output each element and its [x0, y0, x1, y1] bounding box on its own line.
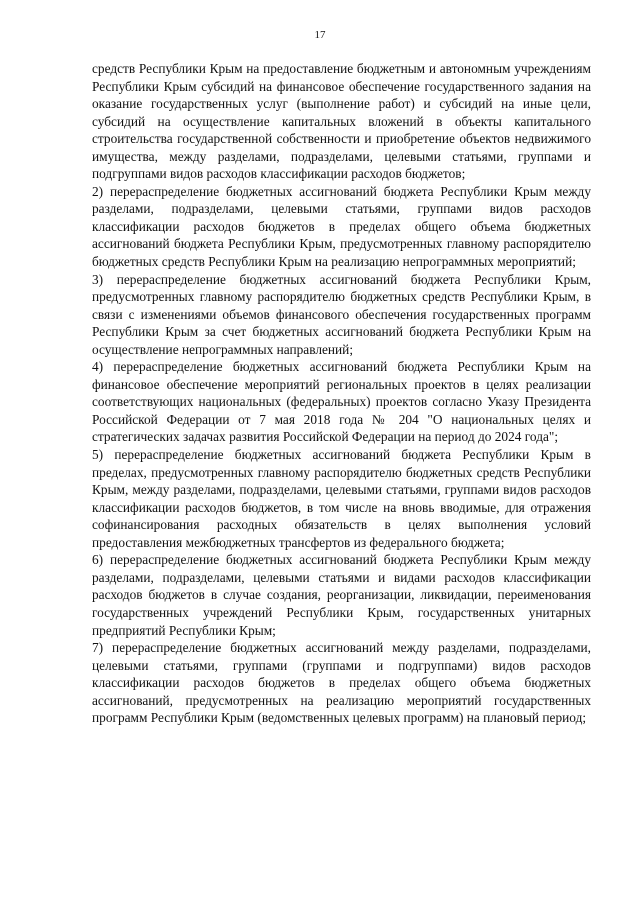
paragraph-item-3: 3) перераспределение бюджетных ассигнований бюджета Республики Крым, предусмотренных главному распорядителю бюджетных средств Республики Крым, в связи с изменениями объемов финансового обеспечения государственных программ Республики Крым за счет бюджетных ассигнований бюджета Республики Крым на осуществление непрограммных направлений; — [92, 271, 591, 357]
page-number: 17 — [314, 29, 326, 41]
paragraph-item-4: 4) перераспределение бюджетных ассигнований бюджета Республики Крым на финансовое обеспечение мероприятий региональных проектов в целях реализации соответствующих национальных (федеральных) проектов согласно Указу Президента Российской Федерации от 7 мая 2018 года № 204 "О национальных целях и стратегических задачах развития Российской Федерации на период до 2024 года"; — [92, 359, 591, 445]
paragraph-item-2: 2) перераспределение бюджетных ассигнований бюджета Республики Крым между разделами, подразделами, целевыми статьями, группами видов расходов классификации расходов бюджетов в пределах общего объема бюджетных ассигнований бюджета Республики Крым, предусмотренных главному распорядителю бюджетных средств Республики Крым на реализацию непрограммных мероприятий; — [92, 183, 591, 270]
document-body — [92, 60, 591, 727]
paragraph-item-6: 6) перераспределение бюджетных ассигнований бюджета Республики Крым между разделами, подразделами, целевыми статьями и видами расходов классификации расходов бюджетов в случае создания, реорганизации, ликвидации, переименования государственных учреждений Республики Крым, государственных унитарных предприятий Республики Крым; — [92, 552, 591, 638]
paragraph-item-7: 7) перераспределение бюджетных ассигнований между разделами, подразделами, целевыми статьями, группами (группами и подгруппами) видов расходов классификации расходов бюджетов в пределах общего объема бюджетных ассигнований, предусмотренных на реализацию мероприятий государственных программ Республики Крым (ведомственных целевых программ) на плановый период; — [92, 640, 591, 726]
paragraph-continuation: средств Республики Крым на предоставление бюджетным и автономным учреждениям Республики Крым субсидий на финансовое обеспечение государственного задания на оказание государственных услуг (выполнение работ) и субсидий на иные цели, субсидий на осуществление капитальных вложений в объекты капитального строительства государственной собственности и приобретение объектов недвижимого имущества, между разделами, подразделами, целевыми статьями, группами и подгруппами видов расходов классификации расходов бюджетов; — [92, 61, 591, 182]
paragraph-item-5: 5) перераспределение бюджетных ассигнований бюджета Республики Крым в пределах, предусмотренных главному распорядителю бюджетных средств Республики Крым, между разделами, подразделами, целевыми статьями, группами видов расходов классификации расходов бюджетов, в том числе на вновь вводимые, для отражения софинансирования расходных обязательств в целях выполнения условий предоставления межбюджетных трансфертов из федерального бюджета; — [92, 447, 591, 550]
